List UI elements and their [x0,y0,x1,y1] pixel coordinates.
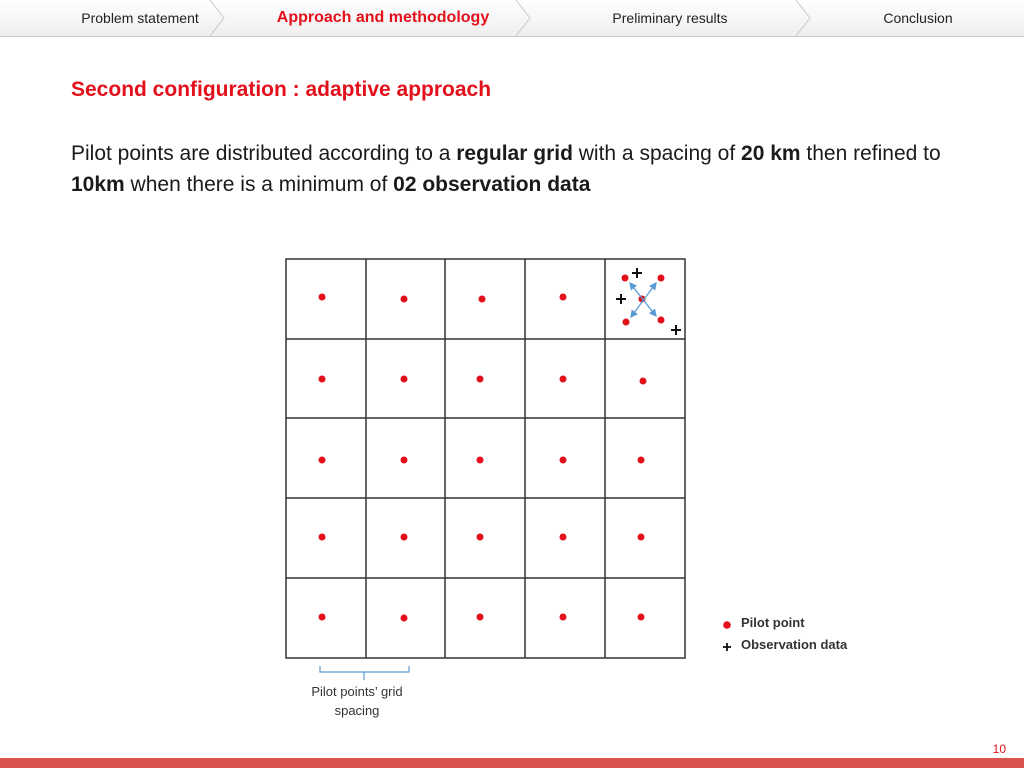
legend-pilot-point-label: Pilot point [741,615,805,630]
pilot-point [319,376,326,383]
pilot-point [319,294,326,301]
pilot-point [401,376,408,383]
pilot-point [319,457,326,464]
text-part: with a spacing of [572,142,742,165]
observation-cross [616,294,626,304]
refinement-arrows [630,283,656,317]
text-part: when there is a minimum of [124,173,394,196]
pilot-points [319,275,665,622]
pilot-point [560,614,567,621]
pilot-point [560,457,567,464]
pilot-point [638,614,645,621]
footer-bar [0,758,1024,768]
pilot-point [477,457,484,464]
page-number: 10 [992,742,1006,756]
spacing-label [287,682,427,720]
legend-observation-label: Observation data [741,637,848,652]
nav-item-preliminary-results[interactable]: Preliminary results [612,10,728,26]
nav-item-problem-statement[interactable]: Problem statement [81,10,199,26]
pilot-point [638,457,645,464]
pilot-point [401,296,408,303]
pilot-point [477,534,484,541]
pilot-point [401,534,408,541]
spacing-label-line2: spacing [334,703,380,718]
section-heading: Second configuration : adaptive approach [71,78,492,101]
pilot-point [640,378,647,385]
spacing-label-line1: Pilot points’ grid [311,684,403,699]
nav-item-conclusion[interactable]: Conclusion [883,10,953,26]
text-bold: 10km [71,173,125,196]
pilot-point-refined [623,319,630,326]
observation-cross [671,325,681,335]
pilot-point-refined [658,275,665,282]
pilot-point [638,534,645,541]
pilot-point [560,376,567,383]
pilot-point [479,296,486,303]
pilot-point [560,534,567,541]
pilot-point-refined [622,275,629,282]
pilot-point [560,294,567,301]
text-part: then refined to [800,142,941,165]
text-part: Pilot points are distributed according to a [71,142,457,165]
pilot-point [477,614,484,621]
text-bold: regular grid [456,142,573,165]
spacing-bracket [320,666,409,680]
pilot-point [401,457,408,464]
legend-pilot-point-icon [723,621,731,629]
nav-item-approach-methodology[interactable]: Approach and methodology [276,9,490,26]
legend-observation-icon [723,643,731,651]
observation-cross [632,268,642,278]
text-bold: 20 km [741,142,801,165]
text-bold: 02 observation data [393,173,591,196]
pilot-point-refined [658,317,665,324]
pilot-point [319,614,326,621]
pilot-point [401,615,408,622]
pilot-point [477,376,484,383]
pilot-point [319,534,326,541]
